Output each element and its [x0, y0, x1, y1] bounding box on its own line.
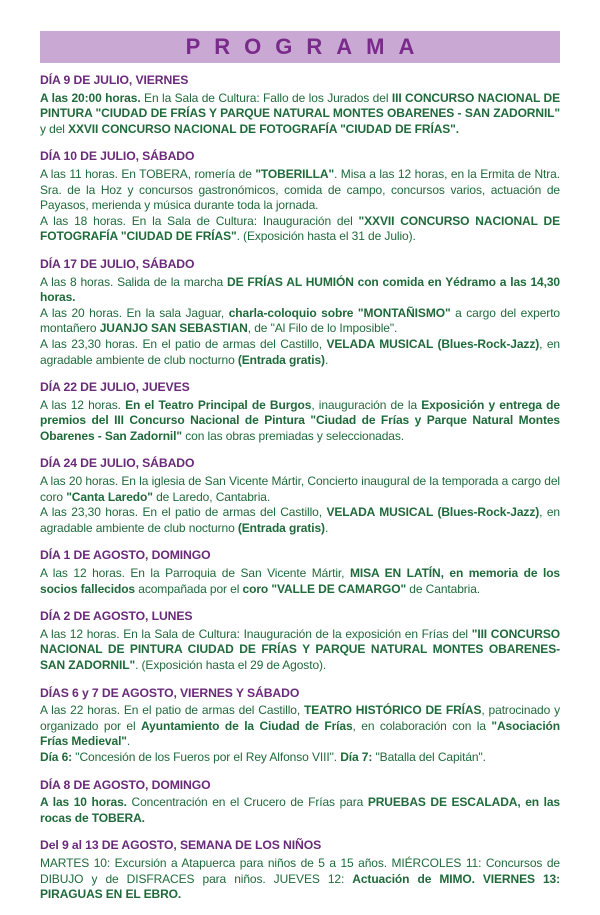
bold-text-run: DE FRÍAS AL HUMIÓN con comida en Yédramo a las 14,30 horas.: [40, 274, 560, 305]
bold-text-run: PRUEBAS DE ESCALADA, en las rocas de TOBERA.: [40, 795, 561, 825]
bold-text-run: Exposición y entrega de premios del III Concurso Nacional de Pintura "Ciudad de Frías y Parque Natural Montes Obarenes - San Zadornil": [40, 397, 560, 443]
text-run: A las 22 horas. En el patio de armas del Castillo,: [40, 703, 305, 718]
text-run: , en agradable ambiente de club nocturno: [40, 336, 560, 367]
text-run: y del: [40, 121, 69, 136]
text-run: , de "Al Filo de lo Imposible".: [247, 321, 398, 336]
text-run: A las 11 horas. En TOBERA, romería de: [40, 166, 256, 181]
program-day-section: [40, 73, 560, 137]
text-run: , en agradable ambiente de club nocturno: [40, 505, 560, 535]
day-heading: DÍA 2 DE AGOSTO, LUNES: [40, 609, 193, 624]
text-run: A las 23,30 horas. En el patio de armas del Castillo,: [40, 505, 327, 520]
bold-text-run: Actuación de MIMO. VIERNES 13: PIRAGUAS EN EL EBRO.: [40, 871, 560, 902]
program-day-section: [40, 257, 560, 368]
day-heading: DÍA 1 DE AGOSTO, DOMINGO: [40, 548, 211, 563]
bold-text-run: Día 7:: [340, 749, 373, 764]
bold-text-run: A las 10 horas.: [40, 795, 127, 810]
day-heading: DÍA 8 DE AGOSTO, DOMINGO: [40, 777, 211, 792]
text-run: , patrocinado y organizado por el: [40, 703, 560, 733]
event-paragraph: [40, 703, 560, 750]
event-paragraph: [40, 856, 560, 903]
bold-text-run: "XXVII CONCURSO NACIONAL DE FOTOGRAFÍA "CIUDAD DE FRÍAS": [40, 213, 560, 244]
bold-text-run: En el Teatro Principal de Burgos: [125, 397, 312, 412]
text-run: . Misa a las 12 horas, en la Ermita de Ntra. Sra. de la Hoz y concursos gastronómicos, comida de campo, concursos varios, actuación de Payasos, merienda y música durante toda la jornada.: [40, 166, 560, 213]
bold-text-run: III CONCURSO NACIONAL DE PINTURA "CIUDAD DE FRÍAS Y PARQUE NATURAL MONTES OBARENES - SAN ZADORNIL": [40, 90, 561, 121]
text-run: a cargo del experto montañero: [40, 305, 561, 336]
text-run: con las obras premiadas y seleccionadas.: [182, 428, 405, 443]
bold-text-run: (Entrada gratis): [237, 352, 325, 367]
day-heading: DÍA 17 DE JULIO, SÁBADO: [40, 256, 195, 271]
program-content: [40, 73, 560, 915]
bold-text-run: (Entrada gratis): [237, 520, 325, 535]
day-heading: DÍA 10 DE JULIO, SÁBADO: [40, 149, 195, 164]
program-banner: [40, 31, 560, 63]
bold-text-run: VELADA MUSICAL (Blues-Rock-Jazz): [326, 505, 540, 520]
event-paragraph: [40, 750, 560, 766]
text-run: A las 8 horas. Salida de la marcha: [40, 274, 227, 289]
event-paragraph: [40, 505, 560, 536]
text-run: "Concesión de los Fueros por el Rey Alfonso VIII".: [72, 749, 341, 764]
text-run: , inauguración de la: [311, 397, 422, 412]
text-run: Concentración en el Crucero de Frías para: [126, 795, 368, 810]
bold-text-run: A las 20:00 horas.: [40, 90, 141, 105]
program-day-section: [40, 380, 560, 444]
event-paragraph: [40, 214, 560, 245]
bold-text-run: "III CONCURSO NACIONAL DE PINTURA CIUDAD DE FRÍAS Y PARQUE NATURAL MONTES OBARENES-SAN ZADORNIL": [40, 626, 560, 672]
text-run: . (Exposición hasta el 31 de Julio).: [236, 229, 416, 244]
text-run: A las 23,30 horas. En el patio de armas del Castillo,: [40, 336, 327, 351]
bold-text-run: "Asociación Frías Medieval": [40, 718, 561, 749]
program-day-section: [40, 548, 560, 597]
bold-text-run: TEATRO HISTÓRICO DE FRÍAS: [304, 703, 482, 718]
event-paragraph: [40, 306, 560, 337]
event-paragraph: [40, 627, 560, 674]
program-day-section: [40, 686, 560, 766]
bold-text-run: JUANJO SAN SEBASTIAN: [99, 321, 248, 336]
program-day-section: [40, 149, 560, 245]
event-paragraph: [40, 398, 560, 445]
bold-text-run: VELADA MUSICAL (Blues-Rock-Jazz): [326, 336, 540, 351]
bold-text-run: Ayuntamiento de la Ciudad de Frías: [141, 718, 353, 733]
day-heading: DÍA 24 DE JULIO, SÁBADO: [40, 456, 195, 471]
text-run: A las 12 horas.: [40, 397, 126, 412]
text-run: A las 12 horas. En la Sala de Cultura: Inauguración de la exposición en Frías del: [40, 626, 472, 641]
day-heading: DÍA 9 DE JULIO, VIERNES: [40, 73, 189, 87]
event-paragraph: [40, 91, 560, 138]
text-run: A las 12 horas. En la Parroquia de San Vicente Mártir,: [40, 566, 350, 581]
bold-text-run: "Canta Laredo": [66, 489, 153, 504]
text-run: de Laredo, Cantabria.: [152, 489, 271, 504]
text-run: .: [126, 734, 131, 749]
day-heading: DÍAS 6 y 7 DE AGOSTO, VIERNES Y SÁBADO: [40, 685, 300, 700]
day-heading: Del 9 al 13 DE AGOSTO, SEMANA DE LOS NIÑOS: [40, 838, 322, 853]
program-day-section: [40, 456, 560, 536]
text-run: acompañada por el: [135, 581, 243, 596]
program-day-section: [40, 838, 560, 902]
event-paragraph: [40, 167, 560, 214]
text-run: , en colaboración con la: [352, 718, 492, 733]
bold-text-run: charla-coloquio sobre "MONTAÑISMO": [228, 305, 451, 320]
text-run: MARTES 10: Excursión a Atapuerca para niños de 5 a 15 años. MIÉRCOLES 11: Concursos de DIBUJO y de DISFRACES para niños. JUEVES 12:: [40, 855, 560, 886]
bold-text-run: MISA EN LATÍN, en memoria de los socios fallecidos: [40, 566, 561, 596]
event-paragraph: [40, 337, 560, 368]
event-paragraph: [40, 795, 560, 826]
bold-text-run: XXVII CONCURSO NACIONAL DE FOTOGRAFÍA "CIUDAD DE FRÍAS".: [68, 121, 460, 136]
bold-text-run: coro "VALLE DE CAMARGO": [242, 581, 407, 596]
bold-text-run: "TOBERILLA": [255, 166, 335, 181]
page-title: PROGRAMA: [185, 34, 429, 59]
event-paragraph: [40, 275, 560, 306]
event-paragraph: [40, 566, 560, 597]
text-run: . (Exposición hasta el 29 de Agosto).: [135, 658, 327, 672]
program-day-section: [40, 609, 560, 673]
text-run: En la Sala de Cultura: Fallo de los Jurados del: [140, 90, 392, 105]
day-heading: DÍA 22 DE JULIO, JUEVES: [40, 380, 190, 395]
text-run: "Batalla del Capitán".: [372, 749, 486, 764]
event-paragraph: [40, 474, 560, 505]
text-run: .: [324, 520, 329, 535]
text-run: A las 18 horas. En la Sala de Cultura: Inauguración del: [40, 213, 359, 228]
text-run: de Cantabria.: [406, 581, 481, 596]
text-run: .: [324, 352, 329, 367]
program-day-section: [40, 778, 560, 827]
text-run: A las 20 horas. En la iglesia de San Vicente Mártir, Concierto inaugural de la temporada a cargo del coro: [40, 474, 560, 504]
bold-text-run: Día 6:: [40, 749, 73, 764]
text-run: A las 20 horas. En la sala Jaguar,: [40, 305, 229, 320]
